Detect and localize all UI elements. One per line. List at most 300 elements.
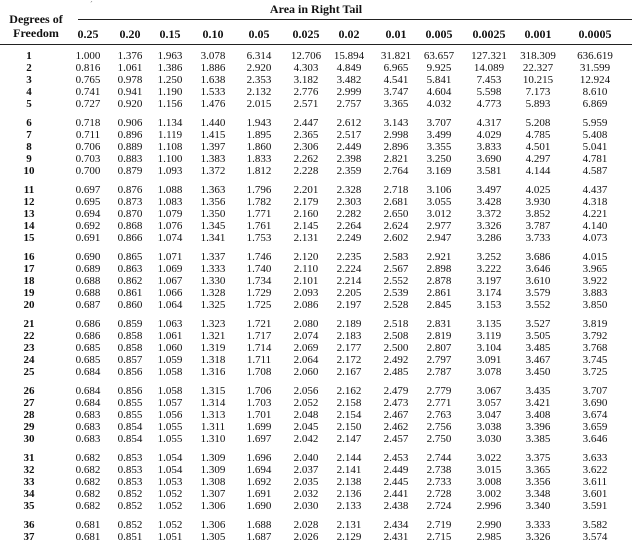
- table-cell: 2.133: [336, 500, 362, 513]
- table-cell: 0.868: [117, 220, 143, 233]
- table-cell: 2.042: [293, 433, 319, 446]
- table-cell: 1.093: [157, 165, 183, 178]
- table-cell: 1.051: [157, 531, 183, 543]
- table-cell: 2.449: [336, 141, 362, 154]
- df-value: 12: [23, 196, 35, 209]
- table-cell: 3.091: [476, 354, 502, 367]
- table-cell: 3.047: [476, 409, 502, 422]
- table-cell: 2.026: [293, 531, 319, 543]
- table-cell: 3.646: [525, 263, 551, 276]
- table-cell: 3.965: [582, 263, 608, 276]
- table-cell: 2.328: [336, 184, 362, 196]
- table-cell: 2.177: [336, 342, 362, 355]
- table-cell: 0.920: [117, 98, 143, 111]
- table-cell: 3.104: [476, 342, 502, 355]
- table-cell: 0.700: [75, 165, 101, 178]
- table-cell: 0.853: [117, 452, 143, 464]
- table-cell: 5.041: [582, 141, 608, 154]
- table-cell: 1.054: [157, 452, 183, 464]
- table-cell: 1.782: [246, 196, 272, 209]
- table-cell: 1.415: [200, 129, 226, 142]
- df-value: 32: [23, 464, 35, 477]
- table-cell: 2.141: [336, 464, 362, 477]
- table-cell: 0.852: [117, 500, 143, 513]
- table-cell: 1.833: [246, 153, 272, 166]
- table-cell: 2.996: [476, 500, 502, 513]
- table-cell: 5.208: [525, 117, 551, 129]
- table-cell: 3.197: [476, 275, 502, 288]
- table-cell: 3.581: [476, 165, 502, 178]
- table-cell: 2.235: [336, 251, 362, 263]
- table-cell: 1.725: [246, 299, 272, 312]
- column-header: 0.0025: [472, 27, 506, 41]
- table-cell: 2.431: [383, 531, 409, 543]
- table-cell: 0.851: [117, 531, 143, 543]
- table-cell: 0.852: [117, 488, 143, 501]
- table-cell: 2.438: [383, 500, 409, 513]
- table-cell: 1.076: [157, 220, 183, 233]
- table-cell: 2.457: [383, 433, 409, 446]
- table-cell: 4.587: [582, 165, 608, 178]
- table-cell: 0.690: [75, 251, 101, 263]
- table-cell: 1.761: [246, 220, 272, 233]
- table-cell: 22.327: [522, 62, 554, 75]
- table-cell: 1.055: [157, 421, 183, 434]
- table-cell: 1.533: [200, 86, 226, 99]
- df-value: 6: [26, 117, 32, 129]
- table-cell: 318.309: [520, 50, 556, 62]
- table-cell: 0.703: [75, 153, 101, 166]
- table-cell: 2.445: [383, 476, 409, 489]
- table-cell: 3.747: [383, 86, 409, 99]
- table-cell: 0.684: [75, 397, 101, 410]
- table-cell: 0.858: [117, 330, 143, 343]
- df-value: 30: [23, 433, 35, 446]
- table-cell: 1.333: [200, 263, 226, 276]
- table-cell: 2.467: [383, 409, 409, 422]
- table-cell: 2.145: [293, 220, 319, 233]
- table-cell: 2.447: [293, 117, 319, 129]
- table-cell: 1.057: [157, 397, 183, 410]
- table-cell: 3.833: [476, 141, 502, 154]
- table-cell: 1.703: [246, 397, 272, 410]
- table-cell: 2.719: [426, 519, 452, 531]
- table-cell: 2.449: [383, 464, 409, 477]
- table-cell: 2.154: [336, 409, 362, 422]
- table-cell: 2.508: [383, 330, 409, 343]
- table-cell: 4.140: [582, 220, 608, 233]
- table-cell: 3.286: [476, 232, 502, 245]
- table-cell: 3.659: [582, 421, 608, 434]
- table-cell: 1.714: [246, 342, 272, 355]
- table-cell: 1.699: [246, 421, 272, 434]
- table-cell: 0.741: [75, 86, 101, 99]
- table-cell: 0.852: [117, 519, 143, 531]
- table-cell: 0.684: [75, 366, 101, 379]
- table-cell: 3.169: [426, 165, 452, 178]
- table-cell: 3.372: [476, 208, 502, 221]
- table-cell: 1.083: [157, 196, 183, 209]
- table-cell: 2.264: [336, 220, 362, 233]
- scan-mark: ´: [90, 0, 93, 9]
- table-cell: 3.002: [476, 488, 502, 501]
- table-cell: 3.883: [582, 287, 608, 300]
- table-cell: 3.174: [476, 287, 502, 300]
- table-cell: 3.733: [525, 232, 551, 245]
- table-cell: 1.376: [117, 50, 143, 62]
- table-cell: 127.321: [471, 50, 507, 62]
- table-cell: 0.816: [75, 62, 101, 75]
- table-cell: 3.057: [476, 397, 502, 410]
- table-cell: 1.314: [200, 397, 226, 410]
- table-cell: 2.990: [476, 519, 502, 531]
- table-cell: 1.307: [200, 488, 226, 501]
- table-cell: 1.311: [200, 421, 226, 434]
- table-cell: 1.313: [200, 409, 226, 422]
- table-cell: 2.787: [426, 366, 452, 379]
- table-cell: 2.819: [426, 330, 452, 343]
- table-cell: 1.771: [246, 208, 272, 221]
- table-cell: 3.611: [582, 476, 608, 489]
- table-cell: 0.686: [75, 318, 101, 330]
- table-cell: 2.518: [383, 318, 409, 330]
- df-value: 4: [26, 86, 32, 99]
- table-cell: 3.038: [476, 421, 502, 434]
- table-cell: 1.055: [157, 433, 183, 446]
- table-cell: 0.858: [117, 342, 143, 355]
- table-cell: 4.849: [336, 62, 362, 75]
- table-cell: 1.440: [200, 117, 226, 129]
- table-cell: 4.032: [426, 98, 452, 111]
- table-cell: 1.323: [200, 318, 226, 330]
- table-cell: 2.756: [426, 421, 452, 434]
- table-cell: 2.030: [293, 500, 319, 513]
- table-cell: 1.330: [200, 275, 226, 288]
- table-cell: 5.408: [582, 129, 608, 142]
- table-cell: 6.869: [582, 98, 608, 111]
- column-header: 0.20: [119, 27, 141, 41]
- table-cell: 1.052: [157, 500, 183, 513]
- table-cell: 3.222: [476, 263, 502, 276]
- table-cell: 14.089: [473, 62, 505, 75]
- table-cell: 1.860: [246, 141, 272, 154]
- table-cell: 1.305: [200, 531, 226, 543]
- table-cell: 3.574: [582, 531, 608, 543]
- df-value: 9: [26, 153, 32, 166]
- df-value: 36: [23, 519, 35, 531]
- table-cell: 3.725: [582, 366, 608, 379]
- table-cell: 1.119: [157, 129, 183, 142]
- table-cell: 1.356: [200, 196, 226, 209]
- table-cell: 0.855: [117, 409, 143, 422]
- table-cell: 0.727: [75, 98, 101, 111]
- table-cell: 3.015: [476, 464, 502, 477]
- table-cell: 3.435: [525, 385, 551, 397]
- table-cell: 1.061: [117, 62, 143, 75]
- column-header: 0.025: [292, 27, 320, 41]
- table-cell: 0.692: [75, 220, 101, 233]
- table-cell: 3.119: [476, 330, 502, 343]
- table-cell: 2.028: [293, 519, 319, 531]
- table-cell: 12.706: [290, 50, 322, 62]
- table-cell: 2.224: [336, 263, 362, 276]
- table-cell: 0.896: [117, 129, 143, 142]
- table-cell: 2.571: [293, 98, 319, 111]
- table-cell: 1.319: [200, 342, 226, 355]
- table-cell: 3.591: [582, 500, 608, 513]
- table-cell: 2.724: [426, 500, 452, 513]
- df-value: 35: [23, 500, 35, 513]
- table-cell: 1.079: [157, 208, 183, 221]
- table-cell: 2.583: [383, 251, 409, 263]
- table-cell: 1.692: [246, 476, 272, 489]
- table-cell: 2.064: [293, 354, 319, 367]
- table-cell: 2.150: [336, 421, 362, 434]
- header-rule: [0, 44, 632, 45]
- table-cell: 4.297: [525, 153, 551, 166]
- df-value: 11: [23, 184, 35, 196]
- table-cell: 15.894: [333, 50, 365, 62]
- df-value: 28: [23, 409, 35, 422]
- df-value: 22: [23, 330, 35, 343]
- table-cell: 2.733: [426, 476, 452, 489]
- table-cell: 2.757: [336, 98, 362, 111]
- table-cell: 1.694: [246, 464, 272, 477]
- table-cell: 4.317: [476, 117, 502, 129]
- table-cell: 0.695: [75, 196, 101, 209]
- table-cell: 8.610: [582, 86, 608, 99]
- column-header: 0.25: [77, 27, 99, 41]
- table-cell: 0.681: [75, 531, 101, 543]
- table-cell: 1.350: [200, 208, 226, 221]
- table-cell: 3.428: [476, 196, 502, 209]
- table-cell: 2.040: [293, 452, 319, 464]
- table-cell: 1.309: [200, 464, 226, 477]
- table-cell: 1.687: [246, 531, 272, 543]
- table-cell: 3.485: [525, 342, 551, 355]
- table-cell: 3.497: [476, 184, 502, 196]
- table-cell: 2.060: [293, 366, 319, 379]
- table-cell: 1.383: [200, 153, 226, 166]
- table-cell: 0.718: [75, 117, 101, 129]
- table-cell: 1.315: [200, 385, 226, 397]
- table-cell: 2.602: [383, 232, 409, 245]
- table-cell: 31.821: [380, 50, 412, 62]
- table-cell: 0.862: [117, 275, 143, 288]
- table-cell: 3.408: [525, 409, 551, 422]
- table-cell: 2.624: [383, 220, 409, 233]
- table-cell: 0.684: [75, 385, 101, 397]
- table-cell: 3.707: [582, 385, 608, 397]
- df-value: 20: [23, 299, 35, 312]
- table-cell: 1.156: [157, 98, 183, 111]
- df-value: 33: [23, 476, 35, 489]
- table-cell: 3.792: [582, 330, 608, 343]
- table-cell: 3.396: [525, 421, 551, 434]
- table-cell: 1.052: [157, 519, 183, 531]
- table-cell: 5.959: [582, 117, 608, 129]
- table-cell: 0.687: [75, 299, 101, 312]
- table-cell: 2.920: [246, 62, 272, 75]
- table-cell: 0.853: [117, 464, 143, 477]
- df-value: 21: [23, 318, 35, 330]
- table-cell: 4.785: [525, 129, 551, 142]
- table-cell: 2.015: [246, 98, 272, 111]
- table-cell: 1.316: [200, 366, 226, 379]
- table-cell: 4.025: [525, 184, 551, 196]
- df-value: 2: [26, 62, 32, 75]
- table-cell: 2.821: [383, 153, 409, 166]
- table-cell: 2.797: [426, 354, 452, 367]
- column-header: 0.01: [385, 27, 407, 41]
- table-cell: 10.215: [522, 74, 554, 87]
- table-cell: 1.721: [246, 318, 272, 330]
- table-cell: 1.691: [246, 488, 272, 501]
- table-cell: 0.685: [75, 342, 101, 355]
- table-cell: 0.685: [75, 354, 101, 367]
- table-cell: 6.314: [246, 50, 272, 62]
- table-cell: 3.922: [582, 275, 608, 288]
- table-cell: 0.857: [117, 354, 143, 367]
- table-cell: 2.462: [383, 421, 409, 434]
- table-cell: 3.333: [525, 519, 551, 531]
- table-cell: 1.796: [246, 184, 272, 196]
- table-cell: 0.682: [75, 476, 101, 489]
- table-cell: 0.879: [117, 165, 143, 178]
- table-cell: 2.398: [336, 153, 362, 166]
- table-cell: 1.386: [157, 62, 183, 75]
- table-cell: 1.250: [157, 74, 183, 87]
- table-cell: 0.866: [117, 232, 143, 245]
- column-header: 0.001: [524, 27, 552, 41]
- table-cell: 3.499: [426, 129, 452, 142]
- table-cell: 2.056: [293, 385, 319, 397]
- table-cell: 2.086: [293, 299, 319, 312]
- table-cell: 3.012: [426, 208, 452, 221]
- df-value: 8: [26, 141, 32, 154]
- table-cell: 1.108: [157, 141, 183, 154]
- table-cell: 2.138: [336, 476, 362, 489]
- table-cell: 2.528: [383, 299, 409, 312]
- column-header: 0.10: [202, 27, 224, 41]
- table-cell: 2.485: [383, 366, 409, 379]
- table-cell: 1.363: [200, 184, 226, 196]
- table-cell: 1.134: [157, 117, 183, 129]
- table-cell: 0.854: [117, 433, 143, 446]
- table-cell: 3.067: [476, 385, 502, 397]
- table-cell: 2.999: [336, 86, 362, 99]
- table-cell: 31.599: [579, 62, 611, 75]
- table-cell: 5.841: [426, 74, 452, 87]
- df-value: 10: [23, 165, 35, 178]
- table-cell: 1.740: [246, 263, 272, 276]
- table-cell: 3.690: [476, 153, 502, 166]
- table-cell: 1.706: [246, 385, 272, 397]
- table-cell: 3.579: [525, 287, 551, 300]
- table-cell: 2.453: [383, 452, 409, 464]
- table-cell: 1.341: [200, 232, 226, 245]
- table-cell: 0.689: [75, 263, 101, 276]
- table-cell: 0.941: [117, 86, 143, 99]
- table-cell: 2.080: [293, 318, 319, 330]
- table-cell: 1.306: [200, 519, 226, 531]
- table-cell: 0.906: [117, 117, 143, 129]
- table-cell: 2.189: [336, 318, 362, 330]
- table-cell: 1.697: [246, 433, 272, 446]
- table-cell: 3.467: [525, 354, 551, 367]
- table-cell: 2.052: [293, 397, 319, 410]
- table-cell: 4.144: [525, 165, 551, 178]
- table-cell: 4.073: [582, 232, 608, 245]
- table-cell: 3.385: [525, 433, 551, 446]
- table-cell: 2.131: [293, 232, 319, 245]
- table-cell: 0.865: [117, 251, 143, 263]
- table-cell: 2.353: [246, 74, 272, 87]
- table-cell: 0.855: [117, 397, 143, 410]
- table-cell: 0.683: [75, 433, 101, 446]
- table-cell: 3.375: [525, 452, 551, 464]
- table-cell: 2.262: [293, 153, 319, 166]
- table-cell: 1.063: [157, 318, 183, 330]
- table-cell: 2.048: [293, 409, 319, 422]
- table-cell: 1.372: [200, 165, 226, 178]
- table-cell: 2.136: [336, 488, 362, 501]
- table-cell: 3.707: [426, 117, 452, 129]
- table-cell: 2.365: [293, 129, 319, 142]
- table-cell: 2.473: [383, 397, 409, 410]
- table-cell: 2.197: [336, 299, 362, 312]
- df-value: 37: [23, 531, 35, 543]
- df-value: 23: [23, 342, 35, 355]
- table-cell: 4.541: [383, 74, 409, 87]
- table-cell: 2.921: [426, 251, 452, 263]
- df-value: 3: [26, 74, 32, 87]
- table-cell: 2.681: [383, 196, 409, 209]
- table-cell: 2.214: [336, 275, 362, 288]
- table-cell: 3.690: [582, 397, 608, 410]
- table-cell: 1.701: [246, 409, 272, 422]
- table-cell: 2.303: [336, 196, 362, 209]
- table-cell: 2.158: [336, 397, 362, 410]
- table-cell: 2.045: [293, 421, 319, 434]
- table-cell: 1.308: [200, 476, 226, 489]
- table-cell: 0.688: [75, 287, 101, 300]
- table-cell: 12.924: [579, 74, 611, 87]
- table-cell: 2.101: [293, 275, 319, 288]
- table-cell: 3.421: [525, 397, 551, 410]
- column-header: 0.02: [338, 27, 360, 41]
- table-cell: 3.078: [200, 50, 226, 62]
- table-cell: 2.718: [383, 184, 409, 196]
- table-cell: 2.144: [336, 452, 362, 464]
- table-cell: 3.450: [525, 366, 551, 379]
- table-cell: 1.397: [200, 141, 226, 154]
- table-cell: 1.717: [246, 330, 272, 343]
- table-cell: 0.853: [117, 476, 143, 489]
- table-cell: 2.728: [426, 488, 452, 501]
- table-cell: 3.686: [525, 251, 551, 263]
- table-cell: 2.069: [293, 342, 319, 355]
- table-cell: 636.619: [577, 50, 613, 62]
- table-cell: 2.517: [336, 129, 362, 142]
- table-cell: 1.056: [157, 409, 183, 422]
- table-cell: 2.306: [293, 141, 319, 154]
- table-cell: 3.646: [582, 433, 608, 446]
- table-cell: 3.527: [525, 318, 551, 330]
- table-cell: 0.682: [75, 488, 101, 501]
- table-cell: 2.750: [426, 433, 452, 446]
- table-cell: 2.147: [336, 433, 362, 446]
